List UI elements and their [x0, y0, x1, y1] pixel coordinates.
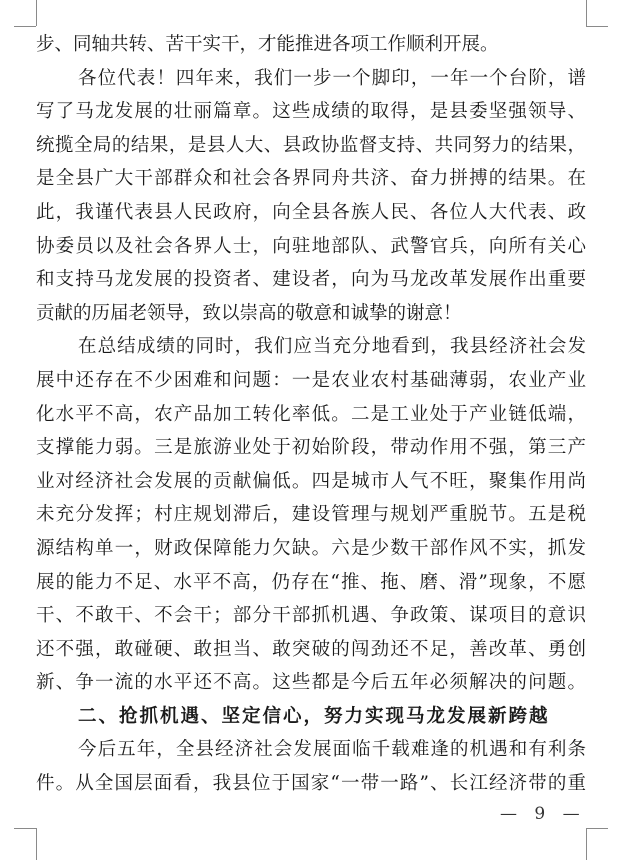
- text-line: 是全县广大干部群众和社会各界同舟共济、奋力拼搏的结果。在: [36, 168, 586, 190]
- text-line: 未充分发挥；村庄规划滞后，建设管理与规划严重脱节。五是税: [36, 504, 586, 526]
- text-line: 业对经济社会发展的贡献偏低。四是城市人气不旺，聚集作用尚: [36, 470, 586, 492]
- corner-mark-bottom-left-h: [14, 828, 36, 829]
- text-line: 还不强，敢碰硬、敢担当、敢突破的闯劲还不足，善改革、勇创: [36, 638, 586, 660]
- text-line: 新、争一流的水平还不高。这些都是今后五年必须解决的问题。: [36, 672, 586, 694]
- corner-mark-top-right-h: [586, 26, 608, 27]
- text-line: 在总结成绩的同时，我们应当充分地看到，我县经济社会发: [78, 336, 586, 358]
- text-line: 展中还存在不少困难和问题：一是农业农村基础薄弱，农业产业: [36, 369, 586, 391]
- page-number: — 9 —: [500, 804, 586, 824]
- text-line: 今后五年，全县经济社会发展面临千载难逢的机遇和有利条: [78, 739, 586, 761]
- text-line: 写了马龙发展的壮丽篇章。这些成绩的取得，是县委坚强领导、: [36, 101, 586, 123]
- text-line: 步、同轴共转、苦干实干，才能推进各项工作顺利开展。: [36, 34, 499, 55]
- text-line: 支撑能力弱。三是旅游业处于初始阶段，带动作用不强，第三产: [36, 437, 586, 459]
- text-line: 各位代表！四年来，我们一步一个脚印，一年一个台阶，谱: [78, 67, 586, 89]
- text-line: 展的能力不足、水平不高，仍存在“推、拖、磨、滑”现象，不愿: [36, 571, 586, 593]
- corner-mark-bottom-right-h: [586, 828, 608, 829]
- section-heading: 二、抢抓机遇、坚定信心，努力实现马龙发展新跨越: [78, 705, 550, 727]
- text-line: 和支持马龙发展的投资者、建设者，向为马龙改革发展作出重要: [36, 269, 586, 291]
- text-line: 统揽全局的结果，是县人大、县政协监督支持、共同努力的结果，: [36, 134, 586, 156]
- text-line: 此，我谨代表县人民政府，向全县各族人民、各位人大代表、政: [36, 201, 586, 223]
- text-line: 件。从全国层面看，我县位于国家“一带一路”、长江经济带的重: [36, 773, 586, 795]
- document-body: [36, 28, 586, 801]
- corner-mark-bottom-right-v: [586, 828, 587, 860]
- text-line: 化水平不高，农产品加工转化率低。二是工业处于产业链低端，: [36, 403, 586, 425]
- text-line: 贡献的历届老领导，致以崇高的敬意和诚挚的谢意！: [36, 302, 462, 324]
- corner-mark-top-right-v: [586, 0, 587, 26]
- corner-mark-top-left-h: [14, 26, 36, 27]
- corner-mark-top-left-v: [36, 0, 37, 26]
- corner-mark-bottom-left-v: [36, 828, 37, 860]
- text-line: 源结构单一，财政保障能力欠缺。六是少数干部作风不实，抓发: [36, 537, 586, 559]
- text-line: 干、不敢干、不会干；部分干部抓机遇、争政策、谋项目的意识: [36, 605, 586, 627]
- text-line: 协委员以及社会各界人士，向驻地部队、武警官兵，向所有关心: [36, 235, 586, 257]
